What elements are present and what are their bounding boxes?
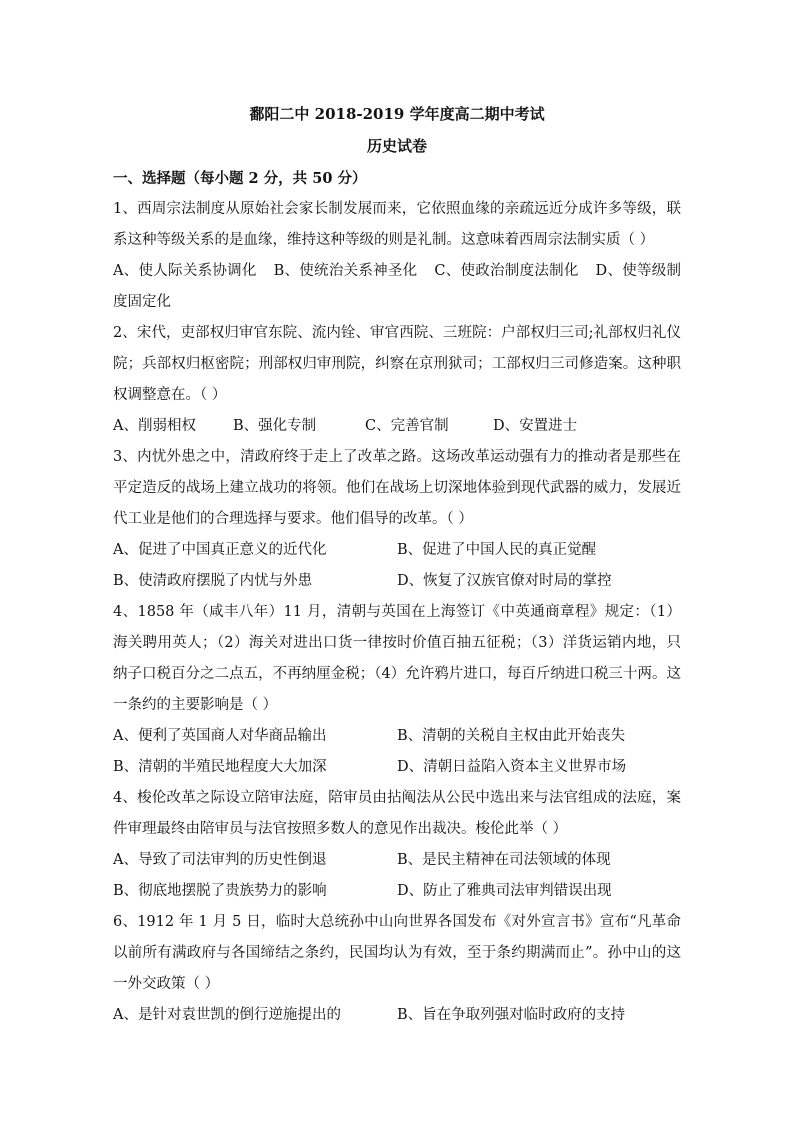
question-6-option-b: B、旨在争取列强对临时政府的支持: [397, 1007, 626, 1023]
exam-title: 鄱阳二中 2018-2019 学年度高二期中考试: [249, 105, 545, 123]
question-1-option-a: A、使人际关系协调化: [113, 263, 257, 279]
question-1-stem: 1、西周宗法制度从原始社会家长制发展而来，它依照血缘的亲疏远近分成许多等级，联系这种等级关系的是血缘，维持这种等级的则是礼制。这意味着西周宗法制实质（ ）: [113, 201, 681, 248]
question-5-stem: 4、梭伦改革之际设立陪审法庭，陪审员由拈阄法从公民中选出来与法官组成的法庭，案件审理最终由陪审员与法官按照多数人的意见作出裁决。梭伦此举（ ）: [113, 790, 681, 837]
question-2-option-c: C、完善官制: [365, 418, 449, 434]
question-4-option-a: A、便利了英国商人对华商品输出: [113, 728, 327, 744]
question-6-options: [113, 1000, 681, 1031]
question-2-stem: 2、宋代，吏部权归审官东院、流内铨、审官西院、三班院：户部权归三司;礼部权归礼仪院；兵部权归枢密院；刑部权归审刑院，纠察在京刑狱司；工部权归三司修造案。这种职权调整意在。（ ）: [113, 325, 681, 403]
question-5-options: [113, 845, 681, 907]
question-3-option-c: B、使清政府摆脱了内忧与外患: [113, 573, 313, 589]
question-1-option-d: D、使等级制度固定化: [113, 263, 682, 310]
question-3-option-a: A、促进了中国真正意义的近代化: [113, 542, 327, 558]
question-4-option-d: D、清朝日益陷入资本主义世界市场: [397, 759, 627, 775]
question-5-option-c: B、彻底地摆脱了贵族势力的影响: [113, 883, 327, 899]
question-6-option-a: A、是针对袁世凯的倒行逆施提出的: [113, 1007, 341, 1023]
question-1-option-c: C、使政治制度法制化: [434, 263, 579, 279]
question-1-option-b: B、使统治关系神圣化: [273, 263, 418, 279]
question-4-options: [113, 721, 681, 783]
question-3-option-d: D、恢复了汉族官僚对时局的掌控: [397, 573, 612, 589]
question-5-option-b: B、是民主精神在司法领域的体现: [397, 852, 611, 868]
question-6-stem: 6、1912 年 1 月 5 日，临时大总统孙中山向世界各国发布《对外宣言书》宣布“凡革命以前所有满政府与各国缔结之条约，民国均认为有效，至于条约期满而止”。孙中山的这一外交政策（ ）: [113, 914, 681, 992]
question-3-options: [113, 535, 681, 597]
question-5-option-d: D、防止了雅典司法审判错误出现: [397, 883, 612, 899]
exam-content: [113, 163, 681, 1031]
question-5-option-a: A、导致了司法审判的历史性倒退: [113, 852, 327, 868]
question-4-option-c: B、清朝的半殖民地程度大大加深: [113, 759, 327, 775]
question-2-option-a: A、削弱相权: [113, 418, 196, 434]
question-2-options: [113, 411, 681, 442]
question-4-stem: 4、1858 年（咸丰八年）11 月，清朝与英国在上海签订《中英通商章程》规定：（1）海关聘用英人；（2）海关对进出口货一律按时价值百抽五征税；（3）洋货运销内地，只纳子口税百分之二点五，不再纳厘金税；（4）允许鸦片进口，每百斤纳进口税三十两。这一条约的主要影响是（ ）: [113, 604, 681, 713]
question-3-option-b: B、促进了中国人民的真正觉醒: [397, 542, 597, 558]
question-2-option-d: D、安置进士: [493, 418, 578, 434]
exam-subtitle: 历史试卷: [366, 137, 427, 155]
question-4-option-b: B、清朝的关税自主权由此开始丧失: [397, 728, 626, 744]
question-3-stem: 3、内忧外患之中，清政府终于走上了改革之路。这场改革运动强有力的推动者是那些在平定造反的战场上建立战功的将领。他们在战场上切深地体验到现代武器的威力，发展近代工业是他们的合理选择与要求。他们倡导的改革。（ ）: [113, 449, 681, 527]
question-1-options: [113, 256, 681, 318]
question-2-option-b: B、强化专制: [233, 418, 317, 434]
section-title: 一、选择题（每小题 2 分，共 50 分）: [113, 170, 367, 187]
